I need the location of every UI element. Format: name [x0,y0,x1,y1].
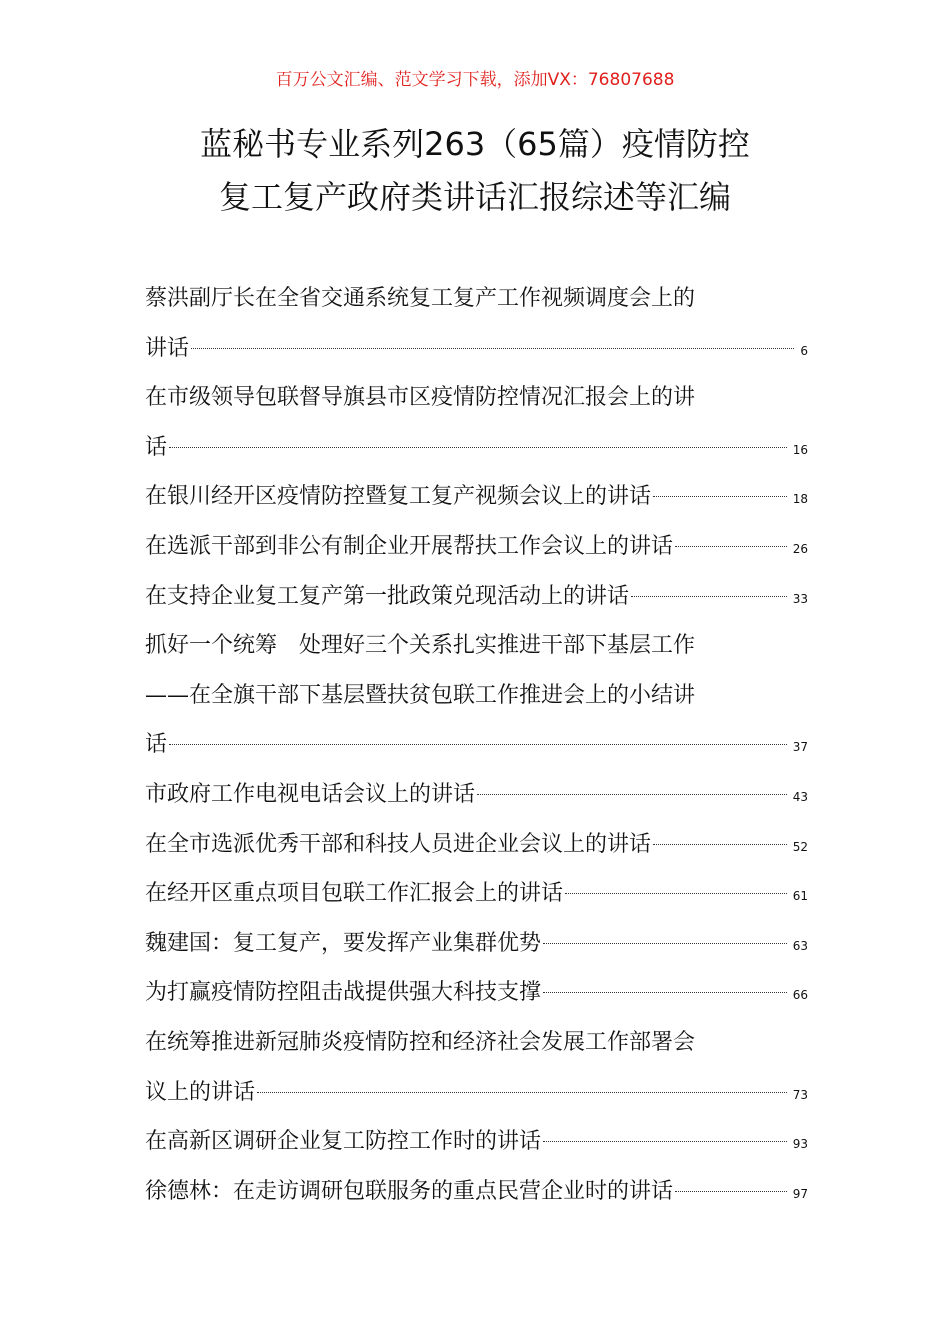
dot-leader [543,943,787,944]
table-of-contents [145,274,808,1216]
document-title [60,118,890,224]
toc-entry-line: 在市级领导包联督导旗县市区疫情防控情况汇报会上的讲 [145,385,696,411]
toc-page-number: 97 [792,1186,808,1201]
toc-entry[interactable] [145,1117,808,1167]
toc-page-number: 52 [792,839,808,854]
toc-entry[interactable] [145,621,808,770]
toc-page-number: 26 [792,541,808,556]
promo-header: 百万公文汇编、范文学习下载，添加VX：76807688 [275,70,675,90]
toc-entry-line: 在统筹推进新冠肺炎疫情防控和经济社会发展工作部署会 [145,1029,696,1055]
toc-entry-title: 在银川经开区疫情防控暨复工复产视频会议上的讲话 [145,484,652,510]
dot-leader [169,744,787,745]
title-line-1: 蓝秘书专业系列263（65篇）疫情防控 [200,125,750,163]
dot-leader [675,1191,787,1192]
dot-leader [257,1092,787,1093]
toc-entry-last-line [145,968,808,1018]
toc-entry-last-line [145,919,808,969]
toc-entry[interactable] [145,373,808,472]
dot-leader [543,1141,787,1142]
dot-leader [653,496,787,497]
toc-page-number: 33 [792,591,808,606]
toc-entry-last-line [145,1068,808,1118]
toc-entry-last-line [145,522,808,572]
toc-entry-title: 在全市选派优秀干部和科技人员进企业会议上的讲话 [145,831,652,857]
toc-entry-title: 魏建国：复工复产，要发挥产业集群优势 [145,930,542,956]
toc-entry-last-line [145,720,808,770]
toc-entry-last-line [145,1167,808,1217]
toc-entry[interactable] [145,820,808,870]
toc-page-number: 16 [792,442,808,457]
toc-entry-last-line [145,770,808,820]
toc-page-number: 61 [792,889,808,904]
toc-entry[interactable] [145,472,808,522]
toc-entry-title: 在支持企业复工复产第一批政策兑现活动上的讲话 [145,583,630,609]
toc-page-number: 37 [792,740,808,755]
dot-leader [477,794,787,795]
toc-page-number: 63 [792,938,808,953]
toc-entry-last-line [145,324,808,374]
toc-entry[interactable] [145,968,808,1018]
toc-entry-line: ——在全旗干部下基层暨扶贫包联工作推进会上的小结讲 [145,682,696,708]
toc-entry[interactable] [145,869,808,919]
dot-leader [543,992,787,993]
dot-leader [631,596,787,597]
toc-entry-title: 在选派干部到非公有制企业开展帮扶工作会议上的讲话 [145,533,674,559]
toc-entry-title: 议上的讲话 [145,1079,256,1105]
dot-leader [653,844,787,845]
toc-entry[interactable] [145,522,808,572]
toc-page-number: 18 [792,492,808,507]
toc-entry-title: 话 [145,434,168,460]
toc-entry-line: 蔡洪副厅长在全省交通系统复工复产工作视频调度会上的 [145,286,696,311]
toc-entry[interactable] [145,770,808,820]
toc-entry[interactable] [145,1167,808,1217]
toc-entry[interactable] [145,919,808,969]
dot-leader [191,348,794,349]
toc-entry[interactable] [145,1018,808,1117]
toc-entry-title: 讲话 [145,335,190,361]
toc-entry-title: 为打赢疫情防控阻击战提供强大科技支撑 [145,980,542,1006]
dot-leader [169,447,787,448]
dot-leader [675,546,787,547]
toc-entry-last-line [145,423,808,473]
toc-page-number: 93 [792,1137,808,1152]
toc-entry-title: 在高新区调研企业复工防控工作时的讲话 [145,1129,542,1155]
toc-entry-last-line [145,820,808,870]
toc-entry-last-line [145,1117,808,1167]
toc-entry-title: 徐德林：在走访调研包联服务的重点民营企业时的讲话 [145,1178,674,1204]
toc-entry-title: 话 [145,732,168,758]
toc-entry-title: 市政府工作电视电话会议上的讲话 [145,781,476,807]
toc-page-number: 73 [792,1087,808,1102]
toc-page-number: 66 [792,988,808,1003]
toc-page-number: 43 [792,789,808,804]
title-line-2: 复工复产政府类讲话汇报综述等汇编 [218,178,731,216]
toc-entry-line: 抓好一个统筹 处理好三个关系扎实推进干部下基层工作 [145,633,696,659]
toc-entry[interactable] [145,572,808,622]
toc-entry-last-line [145,572,808,622]
toc-entry-last-line [145,472,808,522]
toc-entry[interactable] [145,274,808,373]
toc-entry-title: 在经开区重点项目包联工作汇报会上的讲话 [145,881,564,907]
toc-page-number: 6 [800,343,808,358]
dot-leader [565,893,787,894]
toc-entry-last-line [145,869,808,919]
